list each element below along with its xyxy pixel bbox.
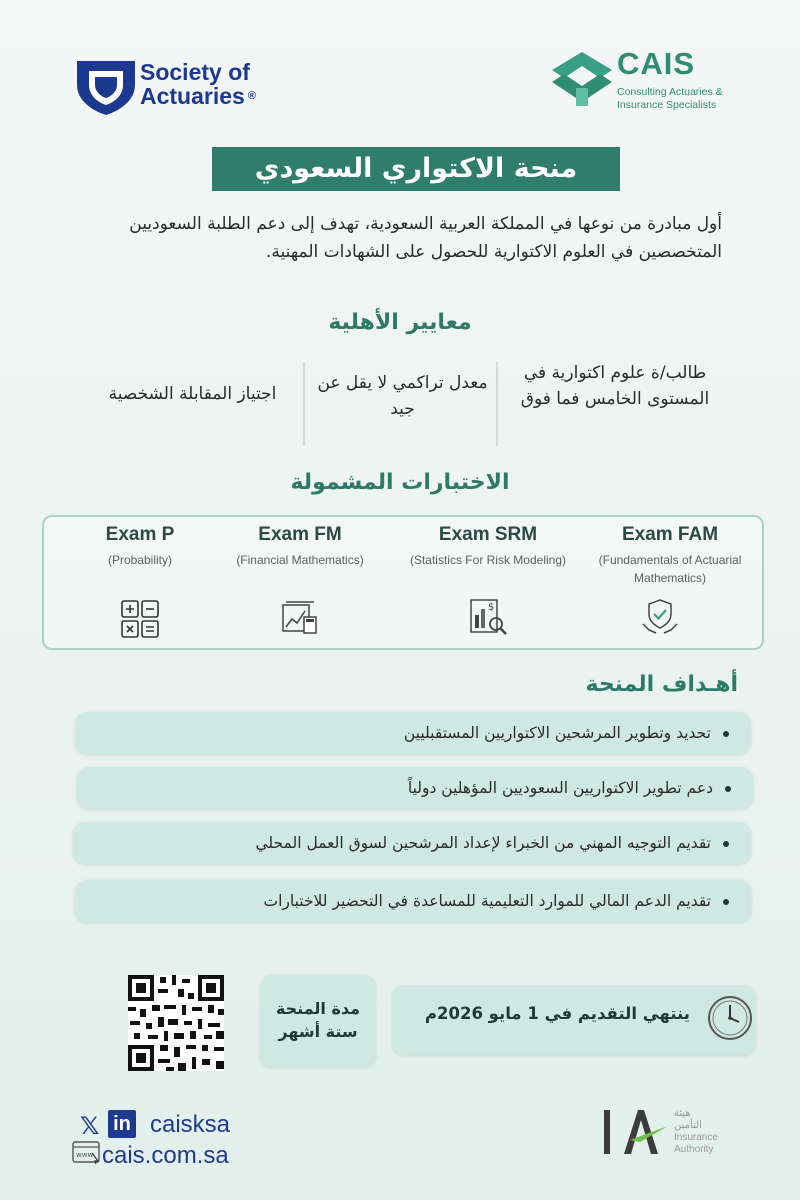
bullet-icon [723, 841, 729, 847]
duration-value: ستة أشهر [278, 1022, 358, 1041]
exam-fam [580, 524, 760, 587]
goal-item [73, 822, 751, 864]
soa-reg: ® [247, 90, 256, 102]
exam-fm [210, 524, 390, 569]
insurance-authority-text [674, 1108, 718, 1156]
bullet-icon [723, 731, 729, 737]
goal-text: تقديم التوجيه المهني من الخبراء لإعداد المرشحين لسوق العمل المحلي [255, 834, 711, 852]
exam-p [50, 524, 230, 569]
calculator-icon [120, 599, 160, 639]
cais-name: CAIS [617, 46, 696, 81]
clock-icon [705, 993, 755, 1043]
criteria-divider [496, 362, 498, 446]
deadline-text: ينتهي التقديم في 1 مايو 2026م [424, 1004, 690, 1023]
website-icon [72, 1139, 102, 1165]
cais-subtitle [617, 86, 723, 112]
criterion-interview: اجتياز المقابلة الشخصية [108, 384, 277, 404]
svg-text:$: $ [488, 602, 495, 613]
bullet-icon [723, 899, 729, 905]
ia-arabic-1: هيئة [674, 1108, 691, 1119]
criterion-gpa: معدل تراكمي لا يقل عن جيد [317, 373, 488, 419]
goal-item [75, 712, 751, 754]
x-twitter-icon[interactable]: 𝕏 [80, 1112, 100, 1140]
ia-arabic-2: التأمين [674, 1120, 702, 1131]
exam-name: Exam SRM [438, 524, 538, 545]
svg-text:www: www [76, 1151, 94, 1159]
cais-sub-line1: Consulting Actuaries & [617, 86, 723, 98]
social-handle[interactable]: caisksa [150, 1111, 231, 1138]
exam-name: Exam P [105, 524, 175, 545]
intro-paragraph: أول مبادرة من نوعها في المملكة العربية السعودية، تهدف إلى دعم الطلبة السعوديين المتخصصين في العلوم الاكتوارية للحصول على الشهادات المهنية. [129, 214, 722, 262]
exams-heading: الاختبارات المشمولة [290, 470, 510, 495]
goals-heading: أهـداف المنحة [585, 672, 738, 697]
goal-item [77, 767, 753, 809]
exam-srm [398, 524, 578, 569]
goal-text: تحديد وتطوير المرشحين الاكتواريين المستقبليين [403, 724, 711, 742]
duration-card [260, 975, 376, 1067]
soa-line1: Society of [140, 59, 250, 85]
duration-label: مدة المنحة [275, 999, 361, 1018]
ia-english-2: Authority [674, 1144, 714, 1155]
exam-description: (Probability) [107, 553, 173, 567]
exam-description: (Statistics For Risk Modeling) [409, 553, 567, 567]
cais-sub-line2: Insurance Specialists [617, 99, 717, 111]
chart-magnifier-icon [468, 597, 508, 637]
ia-english-1: Insurance [674, 1132, 718, 1143]
linkedin-icon[interactable]: in [108, 1110, 136, 1138]
goal-text: تقديم الدعم المالي للموارد التعليمية للمساعدة في التحضير للاختبارات [263, 892, 711, 910]
website-link[interactable]: cais.com.sa [102, 1142, 229, 1169]
shield-hands-icon [640, 597, 680, 637]
soa-wordmark [140, 60, 256, 108]
insurance-authority-logo [600, 1106, 670, 1158]
cais-logo-mark [548, 48, 616, 110]
criterion-level: طالب/ة علوم اكتوارية في المستوى الخامس فما فوق [520, 363, 710, 409]
page-title: منحة الاكتواري السعودي [212, 147, 620, 191]
finance-tools-icon [280, 597, 320, 637]
eligibility-heading: معايير الأهلية [328, 310, 472, 335]
exam-name: Exam FM [258, 524, 342, 545]
goal-text: دعم تطوير الاكتواريين السعوديين المؤهلين دولياً [407, 779, 713, 797]
exam-description: (Financial Mathematics) [236, 553, 364, 567]
goal-item [75, 880, 751, 922]
bullet-icon [725, 786, 731, 792]
exam-name: Exam FAM [621, 524, 719, 545]
soa-line2: Actuaries [140, 83, 245, 109]
qr-code[interactable] [128, 975, 224, 1071]
exam-description: (Fundamentals of Actuarial Mathematics) [598, 553, 742, 585]
